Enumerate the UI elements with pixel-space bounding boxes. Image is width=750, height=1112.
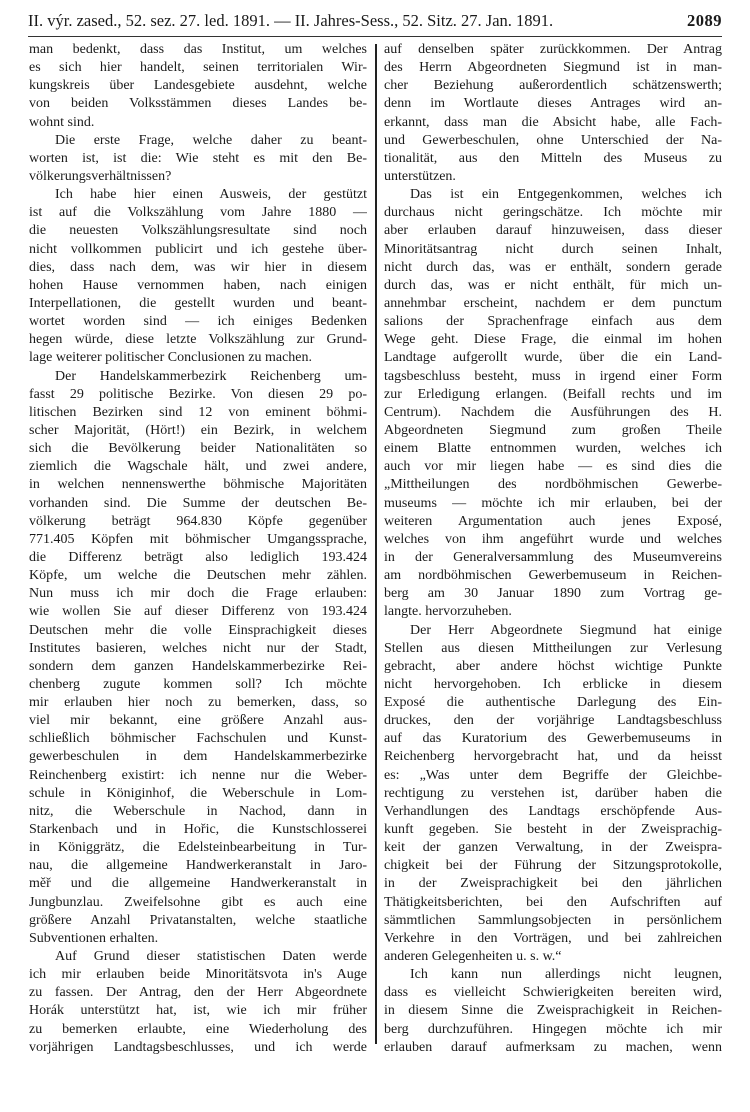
text-line: es: „Was unter dem Begriffe der Gleichbe- — [384, 767, 722, 783]
text-line: Landtage aufgerollt wurde, über die ein Land- — [384, 350, 722, 366]
text-line: erlauben darauf aufmerksam zu machen, wenn — [384, 1039, 722, 1055]
text-line: zur Erledigung erlangen. (Beifall rechts und im — [384, 386, 722, 402]
text-line: 771.405 Köpfen mit böhmischer Umgangssprache, — [29, 531, 367, 547]
text-line: dies, dass nach dem, was wir hier in diesem — [29, 259, 367, 275]
paragraph — [384, 186, 722, 621]
text-line: Centrum). Nachdem die Ausführungen des H. — [384, 404, 722, 420]
text-line: wortet worden sind — ich einiges Bedenken — [29, 314, 367, 330]
text-line: am nordböhmischen Gewerbemuseum in Reichen- — [384, 568, 722, 584]
text-line: Stellen aus diesen Mittheilungen zur Verlesung — [384, 640, 722, 656]
text-line: nicht vollkommen publicirt und ich gestehe über- — [29, 241, 367, 257]
text-line: Jungbunzlau. Zweifelsohne gibt es auch eine — [29, 894, 367, 910]
text-line: druckes, den der vorjährige Landtagsbeschluss — [384, 713, 722, 729]
text-line: Ich habe hier einen Ausweis, der gestützt — [55, 187, 367, 203]
text-line: nicht durch das, was er enthält, sondern gerade — [384, 259, 722, 275]
text-line: měř und die allgemeine Handwerkeranstalt in — [29, 876, 367, 892]
text-line: langte. hervorzuheben. — [384, 604, 512, 620]
text-line: Reinchenberg existirt: ich nenne nur die Weber- — [29, 767, 367, 783]
text-line: Der Handelskammerbezirk Reichenberg um- — [55, 368, 367, 384]
text-column-left — [29, 41, 367, 1057]
text-line: aber erlauben darauf hinzuweisen, dass dieser — [384, 223, 722, 239]
text-line: cher Beziehung außerordentlich schätzenswerth; — [384, 78, 722, 94]
text-line: die Differenz beträgt also lediglich 193.424 — [29, 549, 367, 565]
text-line: gewerbeschulen in dem Handelskammerbezirke — [29, 749, 367, 765]
text-line: durchaus nicht geringschätze. Ich möchte mir — [384, 205, 722, 221]
text-line: worten ist, ist die: Wie steht es mit den Be- — [29, 150, 367, 166]
paragraph — [384, 622, 722, 967]
paragraph — [29, 41, 367, 132]
text-line: ziemlich die Wagschale hält, und zwei andere, — [29, 459, 367, 475]
text-line: hohen Hause vernommen haben, nach einigen — [29, 277, 367, 293]
paragraph — [384, 966, 722, 1057]
text-line: Wege geht. Diese Frage, die einmal im hohen — [384, 332, 722, 348]
text-line: tagsbeschluss besteht, muss in irgend einer Form — [384, 368, 722, 384]
text-line: auf denselben später zurückkommen. Der Antrag — [384, 42, 722, 57]
text-line: des Herrn Abgeordneten Siegmund ist in man- — [384, 60, 722, 76]
text-line: scher Majorität, (Hört!) ein Bezirk, in welchem — [29, 422, 367, 438]
text-line: keit der ganzen Verwaltung, in der Zweispra- — [384, 840, 722, 856]
text-line: die neuesten Volkszählungsresultate sind noch — [29, 223, 367, 239]
text-line: durch das, was er nicht enthält, für mich un- — [384, 277, 722, 293]
text-line: zu fassen. Der Antrag, den der Herr Abgeordnete — [29, 985, 367, 1001]
running-header — [28, 6, 722, 37]
page-number: 2089 — [687, 11, 722, 30]
paragraph — [29, 368, 367, 949]
text-line: Die erste Frage, welche daher zu beant- — [55, 132, 367, 148]
paragraph — [29, 186, 367, 367]
text-line: Horák unterstützt hat, ist, wie ich mir früher — [29, 1003, 367, 1019]
text-line: einem Blatte entnommen wurden, welches ich — [384, 441, 722, 457]
header-title: II. výr. zased., 52. sez. 27. led. 1891. — II. Jahres-Sess., 52. Sitz. 27. Jan. 1891. — [28, 11, 554, 30]
text-line: zu bemerken erlaubte, eine Wiederholung des — [29, 1021, 367, 1037]
text-line: sämmtlichen Sammlungsobjecten in persönlichem — [384, 912, 722, 928]
text-line: weiteren Argumentation auch jenes Exposé, — [384, 513, 722, 529]
text-line: und Gewerbeschulen, ohne Unterschied der Na- — [384, 132, 722, 148]
text-line: Das ist ein Entgegenkommen, welches ich — [410, 187, 722, 203]
text-line: Deutschen mehr die volle Einsprachigkeit dieses — [29, 622, 367, 638]
text-line: anderen Gelegenheiten u. s. w.“ — [384, 949, 562, 965]
text-line: in der Zweisprachigkeit bei den jährlichen — [384, 876, 722, 892]
text-line: welches von ihm angeführt wurde und welches — [384, 531, 722, 547]
text-line: in Königgrätz, die Edelsteinbearbeitung in Tur- — [29, 840, 367, 856]
text-line: schule in Königinhof, die Weberschule in Lom- — [29, 785, 367, 801]
text-line: Köpfe, um welche die Deutschen mehr zählen. — [29, 568, 367, 584]
text-line: nau, die allgemeine Handwerkeranstalt in Jaro- — [29, 858, 367, 874]
text-line: vorjährigen Landtagsbeschlusses, und ich werde — [29, 1039, 367, 1055]
text-line: viel mir bekannt, eine größere Anzahl aus- — [29, 713, 367, 729]
text-line: Verkehre in den Vorträgen, und bei zahlreichen — [384, 930, 722, 946]
text-line: es sich hier handelt, seinen territorialen Wir- — [29, 60, 367, 76]
text-line: nicht hervorgehoben. Ich erblicke in diesem — [384, 676, 722, 692]
text-column-right — [384, 41, 722, 1057]
text-line: chenberg zugute kommen soll? Ich möchte — [29, 676, 367, 692]
text-line: sich die Bevölkerung beider Nationalitäten so — [29, 441, 367, 457]
text-line: berg durchzuführen. Hingegen möchte ich mir — [384, 1021, 722, 1037]
paragraph — [384, 41, 722, 186]
column-divider — [375, 44, 377, 1044]
text-line: ist auf die Volkszählung vom Jahre 1880 — — [29, 205, 367, 221]
text-line: wie wollen Sie auf dieser Differenz von 193.424 — [29, 604, 367, 620]
text-line: man bedenkt, dass das Institut, um welches — [29, 42, 367, 57]
text-line: Verhandlungen des Landtags erschöpfende Aus- — [384, 803, 722, 819]
text-line: Subventionen erhalten. — [29, 930, 159, 946]
text-line: erkannt, dass man die Absicht habe, alle Fach- — [384, 114, 722, 130]
text-line: unterstützen. — [384, 168, 456, 184]
text-line: salions der Sprachenfrage einfach aus dem — [384, 314, 722, 330]
text-line: Institutes basieren, welches nicht nur der Stadt, — [29, 640, 367, 656]
text-line: denn im Wortlaute dieses Antrages wird an- — [384, 96, 722, 112]
text-line: vorhanden sind. Die Summe der deutschen Be- — [29, 495, 367, 511]
text-line: litischen Bezirken sind 12 von eminent böhmi- — [29, 404, 367, 420]
text-line: sondern dem ganzen Handelskammerbezirke Rei- — [29, 658, 367, 674]
text-line: Interpellationen, die gestellt wurden und beant- — [29, 295, 367, 311]
text-line: museums — möchte ich mir erlauben, bei der — [384, 495, 722, 511]
text-line: völkerungsverhältnissen? — [29, 168, 172, 184]
text-line: kunft gegeben. Sie besteht in der Zweisprachig- — [384, 822, 722, 838]
text-line: berg am 30 Januar 1890 zum Vortrag ge- — [384, 586, 722, 602]
text-line: chigkeit bei der Führung der Sitzungsprotokolle, — [384, 858, 722, 874]
text-line: mir erlauben hier noch zu bemerken, dass, so — [29, 695, 367, 711]
text-line: Abgeordneten Siegmund zum großen Theile — [384, 422, 722, 438]
text-line: Thätigkeitsberichten, bei den Aufschriften auf — [384, 894, 722, 910]
text-line: annehmbar erscheint, nachdem er dem punctum — [384, 295, 722, 311]
text-line: größere Anzahl Privatanstalten, welche staatliche — [29, 912, 367, 928]
text-line: fasst 29 politische Bezirke. Von diesen 29 po- — [29, 386, 367, 402]
text-line: nitz, die Weberschule in Nachod, dann in — [29, 803, 367, 819]
text-line: in der Generalversammlung des Museumvereins — [384, 549, 722, 565]
text-line: völkerung beträgt 964.830 Köpfe gegenüber — [29, 513, 367, 529]
text-line: „Mittheilungen des nordböhmischen Gewerbe- — [384, 477, 722, 493]
text-line: ich mir erlauben beide Minoritätsvota in's Auge — [29, 967, 367, 983]
text-line: hegen würde, diese letzte Volkszählung zur Grund- — [29, 332, 367, 348]
text-line: Auf Grund dieser statistischen Daten werde — [55, 949, 367, 965]
text-line: kungskreis über Landesgebiete ausdehnt, welche — [29, 78, 367, 94]
text-line: Reichenberg hervorgebracht hat, und da heisst — [384, 749, 722, 765]
text-line: auf das Kuratorium des Gewerbemuseums in — [384, 731, 722, 747]
text-line: tionalität, aus den Mitteln des Museus zu — [384, 150, 722, 166]
text-line: Minoritätsantrag nicht durch seinen Inhalt, — [384, 241, 722, 257]
text-line: von beiden Volksstämmen dieses Landes be- — [29, 96, 367, 112]
text-line: wohnt sind. — [29, 114, 95, 130]
text-line: in diesem Sinne die Zweisprachigkeit in Reichen- — [384, 1003, 722, 1019]
paragraph — [29, 132, 367, 186]
text-line: rechtigung zu verstehen ist, darüber haben die — [384, 785, 722, 801]
text-line: Starkenbach und in Hořic, die Kunstschlosserei — [29, 822, 367, 838]
text-line: in welchen nennenswerthe böhmische Majoritäten — [29, 477, 367, 493]
text-line: Nun muss ich mir doch die Frage erlauben: — [29, 586, 367, 602]
text-line: Der Herr Abgeordnete Siegmund hat einige — [410, 622, 722, 638]
text-line: Exposé die authentische Darlegung des Ein- — [384, 695, 722, 711]
text-line: lage weiterer politischer Conclusionen zu machen. — [29, 350, 313, 366]
text-line: schließlich böhmischer Fachschulen und Kunst- — [29, 731, 367, 747]
text-line: Ich kann nun allerdings nicht leugnen, — [410, 967, 722, 983]
text-line: gebracht, aber andere höchst wichtige Punkte — [384, 658, 722, 674]
text-line: dass es vielleicht Schwierigkeiten bereiten wird, — [384, 985, 722, 1001]
paragraph — [29, 948, 367, 1057]
text-line: auch vor mir liegen habe — es sind dies die — [384, 459, 722, 475]
